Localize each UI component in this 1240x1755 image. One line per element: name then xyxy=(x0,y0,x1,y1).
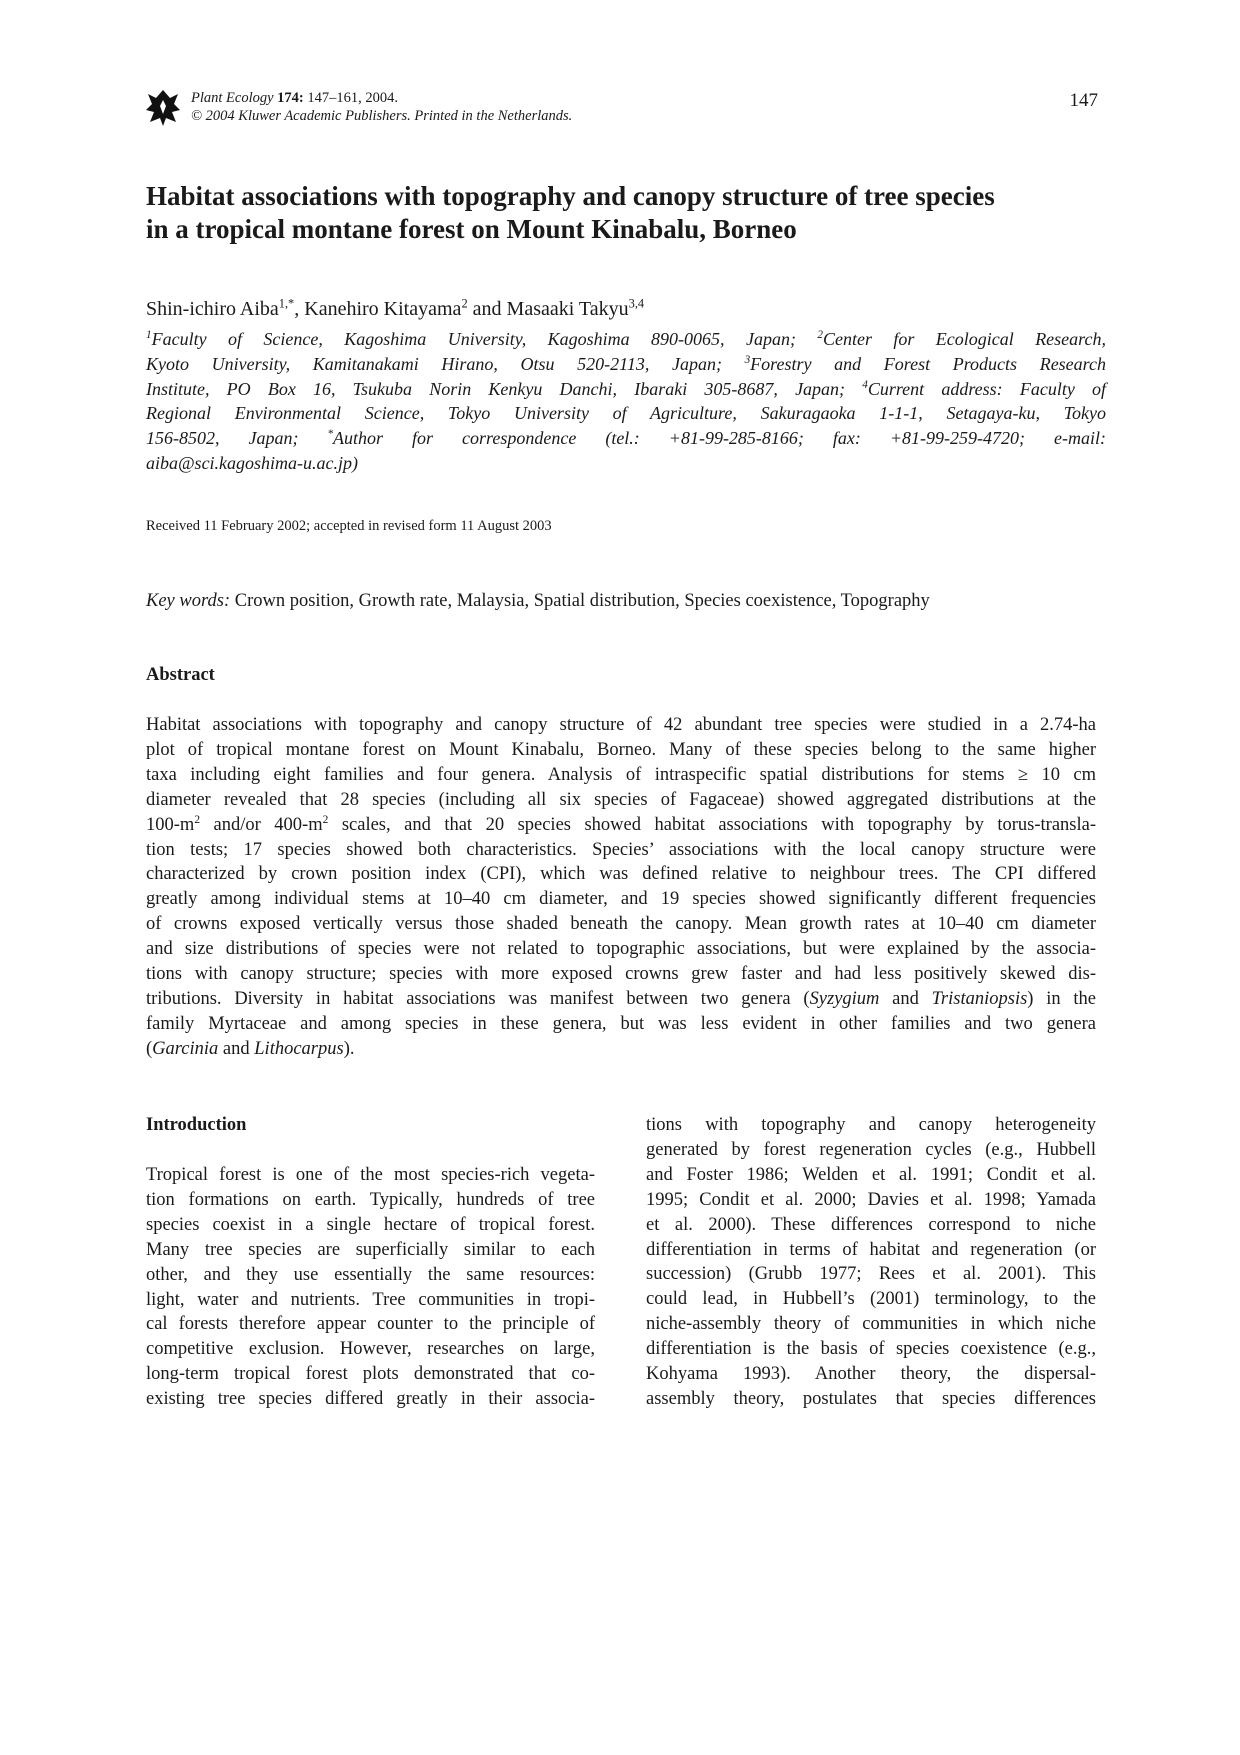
affiliation-text: Current address: Faculty of xyxy=(867,378,1106,399)
keywords-text: Crown position, Growth rate, Malaysia, Spatial distribution, Species coexistence, Topography xyxy=(234,591,930,611)
genus-name: Garcinia xyxy=(152,1038,219,1059)
affiliation-text: Faculty of Science, Kagoshima University, Kagoshima 890-0065, Japan; xyxy=(151,329,818,349)
introduction-line: Many tree species are superficially similar to each xyxy=(146,1239,595,1260)
author-separator: and xyxy=(467,298,507,320)
affiliation-marker: 2 xyxy=(817,329,823,342)
abstract-line xyxy=(146,738,1096,763)
publisher-logo-icon xyxy=(146,88,180,128)
journal-name: Plant Ecology xyxy=(191,90,274,106)
introduction-line: and Foster 1986; Welden et al. 1991; Condit et al. xyxy=(646,1164,1096,1185)
author-superscript: 2 xyxy=(461,296,468,311)
abstract-heading: Abstract xyxy=(146,665,215,685)
abstract-text xyxy=(146,713,1096,1062)
author-list xyxy=(146,297,1106,321)
abstract-line xyxy=(146,937,1096,962)
keywords xyxy=(146,589,1126,613)
affiliation-text: Center for Ecological Research, xyxy=(822,329,1106,349)
abstract-line xyxy=(146,887,1096,912)
introduction-line: niche-assembly theory of communities in which niche xyxy=(646,1314,1096,1335)
abstract-line xyxy=(146,912,1096,937)
abstract-text-segment: taxa including eight families and four genera. Analysis of intraspecific spatial distributions for stems ≥ 10 cm xyxy=(146,764,1096,785)
introduction-line: assembly theory, postulates that species differences xyxy=(646,1388,1096,1409)
abstract-line xyxy=(146,987,1096,1012)
abstract-text-segment: and/or 400-m xyxy=(200,814,323,835)
affiliation-line xyxy=(146,451,1106,476)
introduction-heading: Introduction xyxy=(146,1115,247,1135)
affiliation-line xyxy=(146,401,1106,426)
affiliation-line xyxy=(146,377,1106,402)
author-superscript: 3,4 xyxy=(628,296,645,311)
abstract-text-segment: greatly among individual stems at 10–40 cm diameter, and 19 species showed significantly different frequencies xyxy=(146,889,1096,910)
abstract-text-segment: tion tests; 17 species showed both characteristics. Species’ associations with the local canopy structure were xyxy=(146,839,1096,860)
author-name: Shin-ichiro Aiba xyxy=(146,298,279,320)
abstract-line xyxy=(146,862,1096,887)
affiliation-marker: 4 xyxy=(862,378,868,391)
abstract-text-segment: family Myrtaceae and among species in these genera, but was less evident in other families and two genera xyxy=(146,1013,1096,1034)
introduction-line: 1995; Condit et al. 2000; Davies et al. 1998; Yamada xyxy=(646,1189,1096,1210)
author-separator: , xyxy=(294,298,305,320)
introduction-line: tion formations on earth. Typically, hundreds of tree xyxy=(146,1189,595,1210)
abstract-text-segment: tributions. Diversity in habitat associations was manifest between two genera ( xyxy=(146,988,810,1009)
abstract-text-segment: ) in the xyxy=(1027,988,1096,1009)
introduction-line: long-term tropical forest plots demonstrated that co- xyxy=(146,1364,595,1385)
abstract-text-segment: Habitat associations with topography and canopy structure of 42 abundant tree species were studied in a 2.74-ha xyxy=(146,715,1096,735)
abstract-text-segment: and size distributions of species were not related to topographic associations, but were explained by the associa- xyxy=(146,939,1096,960)
introduction-line: differentiation is the basis of species coexistence (e.g., xyxy=(646,1339,1096,1360)
genus-name: Lithocarpus xyxy=(254,1038,344,1059)
affiliation-marker: 3 xyxy=(744,353,751,366)
affiliation-marker: * xyxy=(327,428,334,441)
affiliation-text: 156-8502, Japan; xyxy=(146,428,328,449)
abstract-line xyxy=(146,838,1096,863)
abstract-line xyxy=(146,1037,1096,1062)
abstract-line xyxy=(146,813,1096,838)
author-name: Masaaki Takyu xyxy=(506,298,629,320)
introduction-line: light, water and nutrients. Tree communities in tropi- xyxy=(146,1289,595,1310)
affiliation-text: aiba@sci.kagoshima-u.ac.jp) xyxy=(146,452,359,473)
affiliation-line xyxy=(146,327,1106,352)
introduction-line: Kohyama 1993). Another theory, the dispersal- xyxy=(646,1364,1096,1385)
abstract-text-segment: diameter revealed that 28 species (including all six species of Fagaceae) showed aggregated distributions at the xyxy=(146,789,1096,810)
introduction-line: species coexist in a single hectare of tropical forest. xyxy=(146,1214,595,1235)
abstract-text-segment: plot of tropical montane forest on Mount Kinabalu, Borneo. Many of these species belong to the same higher xyxy=(146,739,1096,760)
affiliation-line xyxy=(146,426,1106,451)
abstract-text-segment: tions with canopy structure; species with more exposed crowns grew faster and had less positively skewed dis- xyxy=(146,964,1096,985)
genus-name: Syzygium xyxy=(809,988,880,1009)
received-dates: Received 11 February 2002; accepted in revised form 11 August 2003 xyxy=(146,518,552,534)
abstract-line xyxy=(146,962,1096,987)
affiliation-text: Forestry and Forest Products Research xyxy=(750,353,1106,374)
abstract-text-segment: ( xyxy=(146,1038,153,1059)
journal-citation xyxy=(191,89,398,107)
introduction-line: succession) (Grubb 1977; Rees et al. 2001). This xyxy=(646,1264,1096,1285)
author-superscript: 1,* xyxy=(278,296,295,311)
abstract-text-segment: scales, and that 20 species showed habitat associations with topography by torus-transla- xyxy=(328,814,1096,835)
introduction-column-1 xyxy=(146,1163,595,1412)
affiliation-line xyxy=(146,352,1106,377)
introduction-line: could lead, in Hubbell’s (2001) terminology, to the xyxy=(646,1289,1096,1310)
abstract-text-segment: and xyxy=(218,1038,255,1059)
superscript: 2 xyxy=(322,813,329,826)
superscript: 2 xyxy=(194,813,201,826)
introduction-column-2 xyxy=(646,1113,1096,1412)
title-line: in a tropical montane forest on Mount Kinabalu, Borneo xyxy=(146,214,797,244)
introduction-line: differentiation in terms of habitat and regeneration (or xyxy=(646,1239,1096,1260)
abstract-line xyxy=(146,713,1096,738)
affiliation-text: Institute, PO Box 16, Tsukuba Norin Kenkyu Danchi, Ibaraki 305-8687, Japan; xyxy=(146,378,863,399)
abstract-text-segment: of crowns exposed vertically versus those shaded beneath the canopy. Mean growth rates at 10–40 cm diameter xyxy=(146,914,1096,935)
introduction-line: other, and they use essentially the same resources: xyxy=(146,1264,595,1285)
affiliation-marker: 1 xyxy=(146,329,152,342)
affiliations xyxy=(146,327,1106,476)
introduction-line: existing tree species differed greatly in their associa- xyxy=(146,1389,595,1410)
abstract-line xyxy=(146,763,1096,788)
abstract-line xyxy=(146,1012,1096,1037)
abstract-text-segment: and xyxy=(879,988,932,1009)
introduction-line: et al. 2000). These differences correspond to niche xyxy=(646,1214,1096,1235)
affiliation-text: Regional Environmental Science, Tokyo University of Agriculture, Sakuragaoka 1-1-1, Setagaya-ku, Tokyo xyxy=(146,403,1106,424)
journal-volume: 174: xyxy=(277,90,304,106)
affiliation-text: Kyoto University, Kamitanakami Hirano, Otsu 520-2113, Japan; xyxy=(146,353,745,374)
genus-name: Tristaniopsis xyxy=(931,988,1028,1009)
introduction-line: tions with topography and canopy heterogeneity xyxy=(646,1115,1096,1135)
abstract-line xyxy=(146,788,1096,813)
title-line: Habitat associations with topography and canopy structure of tree species xyxy=(146,181,995,211)
author-name: Kanehiro Kitayama xyxy=(304,298,462,320)
introduction-line: generated by forest regeneration cycles (e.g., Hubbell xyxy=(646,1139,1096,1160)
abstract-text-segment: characterized by crown position index (CPI), which was defined relative to neighbour trees. The CPI differed xyxy=(146,864,1096,885)
article-title xyxy=(146,180,1106,246)
introduction-line: competitive exclusion. However, researches on large, xyxy=(146,1339,595,1360)
journal-pages-year: 147–161, 2004. xyxy=(307,90,399,106)
abstract-text-segment: 100-m xyxy=(146,814,195,835)
abstract-text-segment: ). xyxy=(343,1038,355,1059)
affiliation-text: Author for correspondence (tel.: +81-99-285-8166; fax: +81-99-259-4720; e-mail: xyxy=(333,428,1106,449)
page-number: 147 xyxy=(1069,90,1098,111)
keywords-label: Key words: xyxy=(146,591,231,611)
introduction-line: cal forests therefore appear counter to the principle of xyxy=(146,1314,595,1335)
copyright-line: © 2004 Kluwer Academic Publishers. Printed in the Netherlands. xyxy=(191,108,573,124)
introduction-line: Tropical forest is one of the most species-rich vegeta- xyxy=(146,1165,595,1185)
